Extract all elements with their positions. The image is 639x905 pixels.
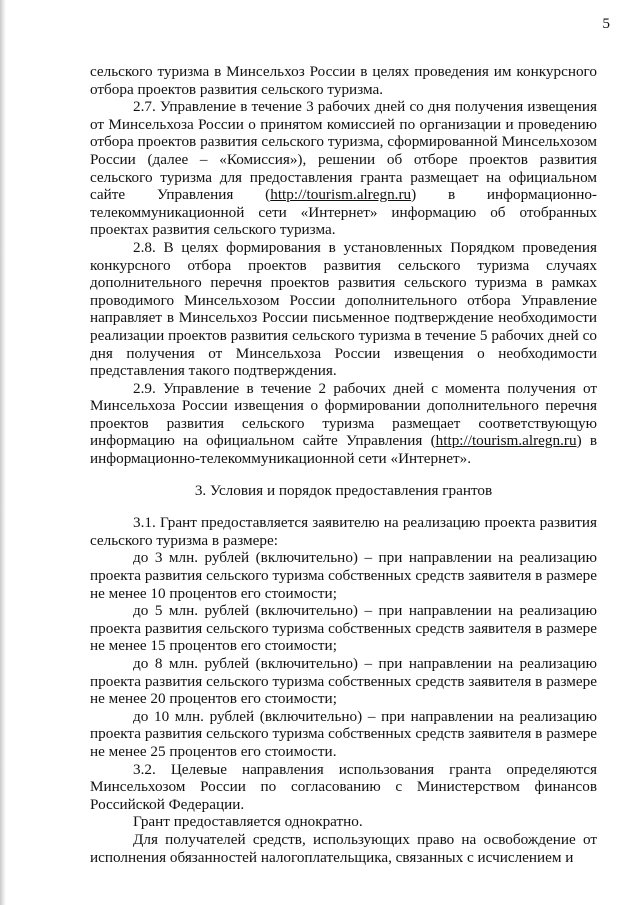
scan-edge-shadow <box>0 0 6 905</box>
grant-tier-8m: до 8 млн. рублей (включительно) – при направлении на реализацию проекта развития сельского туризма собственных средств заявителя в размере не менее 20 процентов его стоимости; <box>90 655 597 708</box>
paragraph-2-9 <box>90 380 597 468</box>
paragraph-2-9-text-after: ) в информационно-телекоммуникационной сети «Интернет». <box>90 432 597 468</box>
paragraph-2-8: 2.8. В целях формирования в установленных Порядком проведения конкурсного отбора проектов развития сельского туризма случаях дополнительного перечня проектов развития сельского туризма в рамках проводимого Минсельхозом России дополнительного отбора Управление направляет в Минсельхоз России письменное подтверждение необходимости реализации проектов развития сельского туризма в течение 5 рабочих дней со дня получения от Минсельхоза России извещения о необходимости представления такого подтверждения. <box>90 238 597 380</box>
grant-tier-5m: до 5 млн. рублей (включительно) – при направлении на реализацию проекта развития сельского туризма собственных средств заявителя в размере не менее 15 процентов его стоимости; <box>90 602 597 655</box>
paragraph-continuation: сельского туризма в Минсельхоз России в целях проведения им конкурсного отбора проектов развития сельского туризма. <box>90 63 597 98</box>
paragraph-3-2: 3.2. Целевые направления использования гранта определяются Минсельхозом России по согласованию с Министерством финансов Российской Федерации. <box>90 760 597 813</box>
paragraph-2-7 <box>90 98 597 239</box>
document-body <box>90 63 597 866</box>
paragraph-2-9-text-before: 2.9. Управление в течение 2 рабочих дней с момента получения от Минсельхоза России извещения о формировании дополнительного перечня проектов развития сельского туризма размещает соответствующую информацию на официальном сайте Управления ( <box>90 379 597 450</box>
grant-tier-3m: до 3 млн. рублей (включительно) – при направлении на реализацию проекта развития сельского туризма собственных средств заявителя в размере не менее 10 процентов его стоимости; <box>90 549 597 602</box>
website-link[interactable]: http://tourism.alregn.ru <box>270 186 412 204</box>
paragraph-grant-once: Грант предоставляется однократно. <box>133 813 363 831</box>
paragraph-2-7-text-before: 2.7. Управление в течение 3 рабочих дней со дня получения извещения от Минсельхоза России о принятом комиссией по организации и проведению отбора проектов развития сельского туризма, сформированной Минсельхозом России (далее – «Комиссия»), решении об отборе проектов развития сельского туризма для предоставления гранта размещает на официальном сайте Управления ( <box>90 98 597 204</box>
paragraph-2-7-text-after: ) в информационно-телекоммуникационной сети «Интернет» информацию об отобранных проектах развития сельского туризма. <box>90 186 597 239</box>
paragraph-recipients: Для получателей средств, использующих право на освобождение от исполнения обязанностей налогоплательщика, связанных с исчислением и <box>90 830 597 866</box>
page-number: 5 <box>602 15 610 32</box>
website-link[interactable]: http://tourism.alregn.ru <box>435 432 577 450</box>
section-heading: 3. Условия и порядок предоставления грантов <box>194 481 493 499</box>
paragraph-3-1: 3.1. Грант предоставляется заявителю на реализацию проекта развития сельского туризма в размере: <box>90 514 597 549</box>
grant-tier-10m: до 10 млн. рублей (включительно) – при направлении на реализацию проекта развития сельского туризма собственных средств заявителя в размере не менее 25 процентов его стоимости. <box>90 707 597 760</box>
